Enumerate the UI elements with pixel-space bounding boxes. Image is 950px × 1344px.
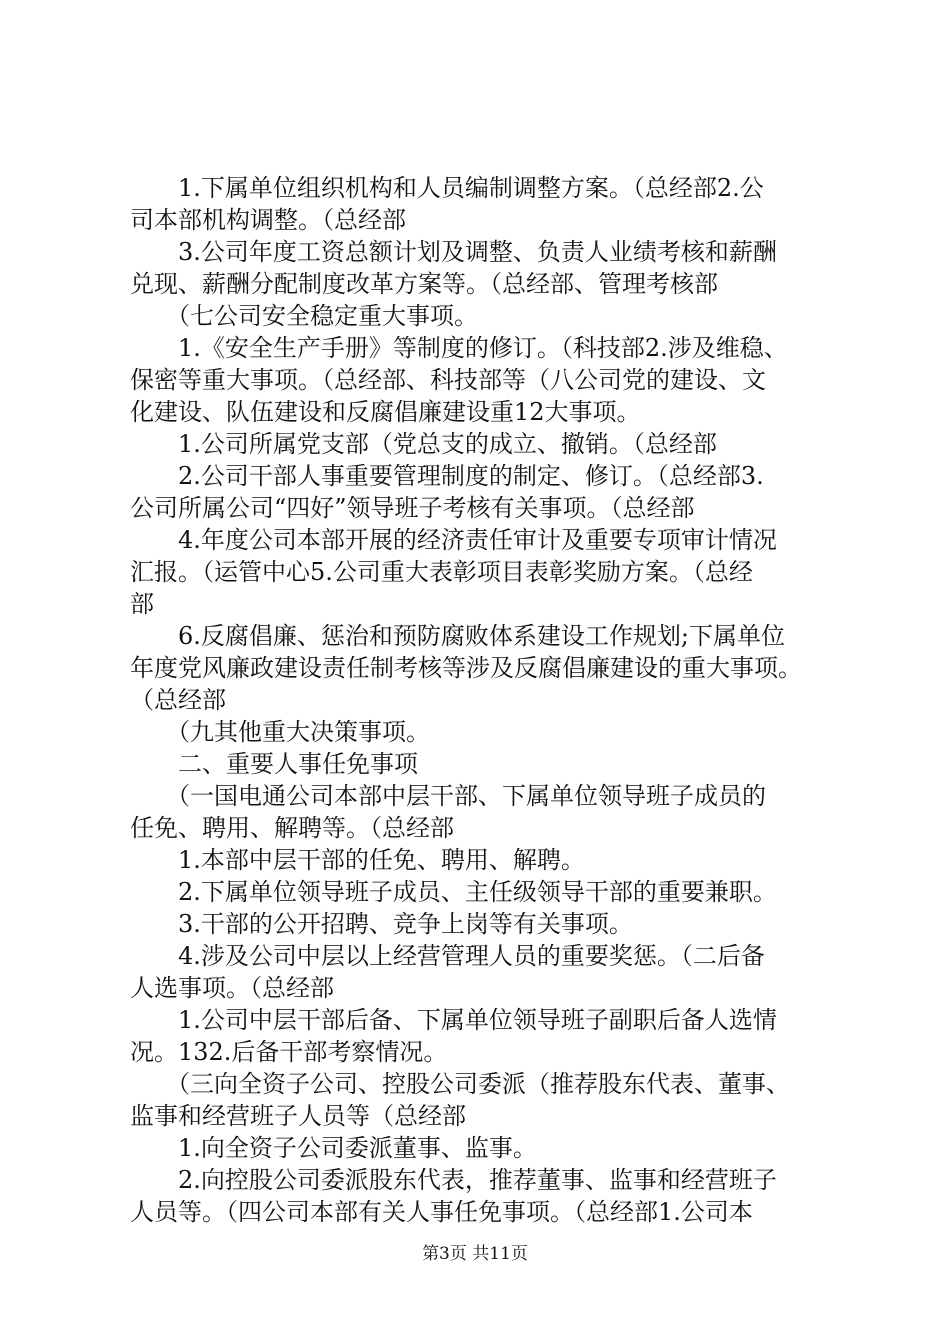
text-line: 况。132.后备干部考察情况。 [130,1038,448,1066]
page-footer: 第3页 共11页 [422,1244,528,1264]
text-line: 4.涉及公司中层以上经营管理人员的重要奖惩。（二后备 [130,942,765,970]
text-line: 公司所属公司“四好”领导班子考核有关事项。（总经部 [130,494,695,522]
text-line: 监事和经营班子人员等（总经部 [130,1102,466,1130]
text-line: 1.《安全生产手册》等制度的修订。（科技部2.涉及维稳、 [130,334,788,362]
text-line: （总经部 [130,686,226,714]
text-line: 1.公司中层干部后备、下属单位领导班子副职后备人选情 [130,1006,777,1034]
text-line: 2.向控股公司委派股东代表，推荐董事、监事和经营班子 [130,1166,777,1194]
text-line: （七公司安全稳定重大事项。 [130,302,478,330]
text-line: 人选事项。（总经部 [130,974,334,1002]
text-line: 二、重要人事任免事项 [130,750,418,778]
text-line: 司本部机构调整。（总经部 [130,206,406,234]
text-line: 1.向全资子公司委派董事、监事。 [130,1134,537,1162]
text-line: 1.本部中层干部的任免、聘用、解聘。 [130,846,585,874]
text-line: 3.干部的公开招聘、竞争上岗等有关事项。 [130,910,633,938]
text-line: 3.公司年度工资总额计划及调整、负责人业绩考核和薪酬 [130,238,777,266]
text-line: （九其他重大决策事项。 [130,718,430,746]
text-line: 1.下属单位组织机构和人员编制调整方案。（总经部2.公 [130,174,764,202]
text-line: 2.公司干部人事重要管理制度的制定、修订。（总经部3. [130,462,764,490]
document-body [130,172,835,1228]
text-line: （三向全资子公司、控股公司委派（推荐股东代表、董事、 [130,1070,790,1098]
text-line: 2.下属单位领导班子成员、主任级领导干部的重要兼职。 [130,878,777,906]
text-line: 化建设、队伍建设和反腐倡廉建设重12大事项。 [130,398,641,426]
text-line: 4.年度公司本部开展的经济责任审计及重要专项审计情况 [130,526,777,554]
text-line: （一国电通公司本部中层干部、下属单位领导班子成员的 [130,782,766,810]
text-line: 年度党风廉政建设责任制考核等涉及反腐倡廉建设的重大事项。 [130,654,802,682]
text-line: 汇报。（运管中心5.公司重大表彰项目表彰奖励方案。（总经 [130,558,753,586]
text-line: 保密等重大事项。（总经部、科技部等（八公司党的建设、文 [130,366,766,394]
text-line: 兑现、薪酬分配制度改革方案等。（总经部、管理考核部 [130,270,718,298]
text-line: 人员等。（四公司本部有关人事任免事项。（总经部1.公司本 [130,1198,753,1226]
text-line: 部 [130,590,154,618]
text-line: 任免、聘用、解聘等。（总经部 [130,814,454,842]
text-line: 6.反腐倡廉、惩治和预防腐败体系建设工作规划;下属单位 [130,622,785,650]
text-line: 1.公司所属党支部（党总支的成立、撤销。（总经部 [130,430,717,458]
